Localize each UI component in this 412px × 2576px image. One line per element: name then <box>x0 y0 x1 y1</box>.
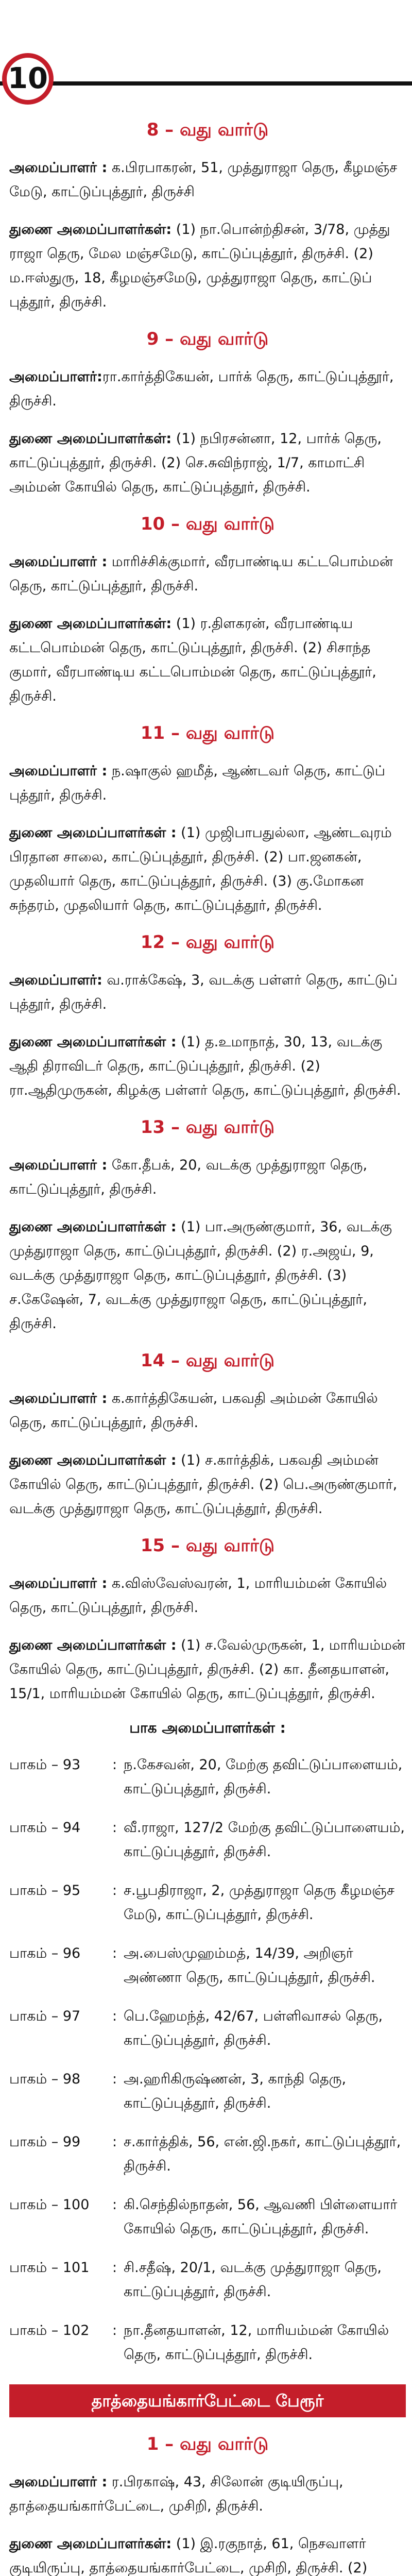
entry-label: துணை அமைப்பாளர்கள்: <box>9 2536 172 2552</box>
organizer-entry <box>9 1571 406 1620</box>
entry-text: (1) இ.ரகுநாத், 61, நெசவாளர் குடியிருப்பு, தாத்தையங்கார்பேட்டை, முசிறி, திருச்சி. (2) <box>9 2536 368 2576</box>
organizer-entry <box>9 1386 406 1435</box>
ward-block <box>9 1349 406 1521</box>
entry-text: (1) ர.திளகரன், வீரபாண்டிய கட்டபொம்மன் தெரு, காட்டுப்புத்தூர், திருச்சி. (2) சிசாந்த குமார், வீரபாண்டிய கட்டபொம்மன் தெரு, காட்டுப்புத்தூர், திருச்சி. <box>9 616 376 704</box>
ward-title: 8 – வது வார்டு <box>146 120 269 140</box>
entry-text: ர.பிரகாஷ், 43, சிலோன் குடியிருப்பு, தாத்தையங்கார்பேட்டை, முசிறி, திருச்சி. <box>9 2474 344 2514</box>
booth-number: பாகம் – 98 <box>9 2071 81 2087</box>
separator: : <box>112 2071 117 2087</box>
ward-title: 1 – வது வார்டு <box>146 2434 269 2454</box>
booth-organizer-text: அ.பைஸ்முஹம்மத், 14/39, அறிஞர் அண்ணா தெரு, காட்டுப்புத்தூர், திருச்சி. <box>124 1945 375 1986</box>
entry-label: துணை அமைப்பாளர்கள் : <box>9 825 177 841</box>
deputy-organizers-entry <box>9 427 406 499</box>
booth-number: பாகம் – 101 <box>9 2260 90 2276</box>
booth-number: பாகம் – 97 <box>9 2008 81 2024</box>
entry-label: துணை அமைப்பாளர்கள் : <box>9 1452 177 1468</box>
entry-text: (1) நபிரசன்னா, 12, பார்க் தெரு, காட்டுப்புத்தூர், திருச்சி. (2) செ.சுவிந்ராஜ், 1/7, காமாட்சி அம்மன் கோயில் தெரு, காட்டுப்புத்தூர், திருச்சி. <box>9 431 382 495</box>
ward-title: 11 – வது வார்டு <box>140 723 275 743</box>
entry-text: (1) நா.பொன்ற்திசன், 3/78, முத்து ராஜா தெரு, மேல மஞ்சமேடு, காட்டுப்புத்தூர், திருச்சி. (2) ம.ஈஸ்துரு, 18, கீழமஞ்சமேடு, முத்துராஜா தெரு, காட்டுப் புத்தூர், திருச்சி. <box>9 222 390 310</box>
ward-title: 10 – வது வார்டு <box>140 514 275 534</box>
separator: : <box>112 2323 117 2338</box>
separator: : <box>112 2197 117 2213</box>
entry-text: (1) ச.வேல்முருகன், 1, மாரியம்மன் கோயில் தெரு, காட்டுப்புத்தூர், திருச்சி. (2) கா. தீனதயாளன், 15/1, மாரியம்மன் கோயில் தெரு, காட்டுப்புத்தூர், திருச்சி. <box>9 1637 405 1702</box>
entry-text: ந.ஷாகுல் ஹமீத், ஆண்டவர் தெரு, காட்டுப் புத்தூர், திருச்சி. <box>9 763 385 803</box>
entry-text: (1) ச.கார்த்திக், பகவதி அம்மன் கோயில் தெரு, காட்டுப்புத்தூர், திருச்சி. (2) பெ.அருண்குமார், வடக்கு முத்துராஜா தெரு, காட்டுப்புத்தூர், திருச்சி. <box>9 1452 398 1517</box>
entry-text: க.பிரபாகரன், 51, முத்துராஜா தெரு, கீழமஞ்ச மேடு, காட்டுப்புத்தூர், திருச்சி <box>9 160 398 200</box>
entry-text: (1) முஜிபாபதுல்லா, ஆண்டவுரம் பிரதான சாலை, காட்டுப்புத்தூர், திருச்சி. (2) பா.ஜனகன், முதலியார் தெரு, காட்டுப்புத்தூர், திருச்சி. (3) கு.மோகன சுந்தரம், முதலியார் தெரு, காட்டுப்புத்தூர், திருச்சி. <box>9 825 392 913</box>
organizer-entry <box>9 365 406 413</box>
deputy-organizers-entry <box>9 821 406 918</box>
ward-title: 15 – வது வார்டு <box>140 1535 275 1556</box>
ward-block <box>9 1116 406 1336</box>
ward-title: 9 – வது வார்டு <box>146 329 269 349</box>
booth-organizer-text: அ.ஹரிகிருஷ்ணன், 3, காந்தி தெரு, காட்டுப்புத்தூர், திருச்சி. <box>124 2071 347 2111</box>
entry-label: அமைப்பாளர் : <box>9 763 108 779</box>
separator: : <box>112 1945 117 1961</box>
table-row <box>9 1753 406 1816</box>
organizer-entry <box>9 550 406 598</box>
table-row <box>9 2318 406 2381</box>
entry-label: அமைப்பாளர்: <box>9 972 102 988</box>
entry-label: துணை அமைப்பாளர்கள்: <box>9 616 172 632</box>
booth-organizer-text: வீ.ராஜா, 127/2 மேற்கு தவிட்டுப்பாளையம், காட்டுப்புத்தூர், திருச்சி. <box>124 1820 405 1860</box>
entry-label: அமைப்பாளர் : <box>9 160 108 176</box>
separator: : <box>112 1820 117 1836</box>
deputy-organizers-entry <box>9 1030 406 1103</box>
entry-text: க.விஸ்வேஸ்வரன், 1, மாரியம்மன் கோயில் தெரு, காட்டுப்புத்தூர், திருச்சி. <box>9 1575 387 1616</box>
page-number: 10 <box>8 62 48 95</box>
ward-block <box>9 2433 406 2576</box>
ward-block <box>9 1534 406 1706</box>
separator: : <box>112 1757 117 1773</box>
ward-title: 14 – வது வார்டு <box>140 1350 275 1371</box>
deputy-organizers-entry <box>9 1448 406 1521</box>
table-row <box>9 1941 406 2004</box>
header-rule <box>0 81 412 86</box>
booth-organizer-text: பெ.ஹேமந்த், 42/67, பள்ளிவாசல் தெரு, காட்டுப்புத்தூர், திருச்சி. <box>124 2008 383 2048</box>
ward-block <box>9 118 406 314</box>
booth-organizer-text: ச.பூபதிராஜா, 2, முத்துராஜா தெரு கீழமஞ்ச மேடு, காட்டுப்புத்தூர், திருச்சி. <box>124 1883 394 1923</box>
article-body <box>9 118 406 2576</box>
deputy-organizers-entry <box>9 612 406 708</box>
booth-organizer-text: ச.கார்த்திக், 56, என்.ஜி.நகர், காட்டுப்புத்தூர், திருச்சி. <box>124 2134 401 2174</box>
organizer-entry <box>9 1153 406 1201</box>
table-row <box>9 2130 406 2193</box>
entry-text: வ.ராக்கேஷ், 3, வடக்கு பள்ளர் தெரு, காட்டுப் புத்தூர், திருச்சி. <box>9 972 398 1012</box>
entry-text: (1) த.உமாநாத், 30, 13, வடக்கு ஆதி திராவிடர் தெரு, காட்டுப்புத்தூர், திருச்சி. (2) ரா.ஆதிமுருகன், கிழக்கு பள்ளர் தெரு, காட்டுப்புத்தூர், திருச்சி. <box>9 1034 401 1098</box>
ward-title: 13 – வது வார்டு <box>140 1117 275 1138</box>
table-row <box>9 2004 406 2067</box>
entry-label: அமைப்பாளர் : <box>9 554 108 570</box>
organizer-entry <box>9 156 406 204</box>
entry-text: கோ.தீபக், 20, வடக்கு முத்துராஜா தெரு, காட்டுப்புத்தூர், திருச்சி. <box>9 1157 368 1197</box>
organizer-entry <box>9 759 406 807</box>
entry-label: அமைப்பாளர்: <box>9 369 102 385</box>
deputy-organizers-entry <box>9 1633 406 1706</box>
table-row <box>9 1878 406 1941</box>
separator: : <box>112 2260 117 2276</box>
booth-organizer-text: சி.சதீஷ், 20/1, வடக்கு முத்துராஜா தெரு, காட்டுப்புத்தூர், திருச்சி. <box>124 2260 382 2300</box>
deputy-organizers-entry <box>9 1215 406 1336</box>
entry-text: (1) பா.அருண்குமார், 36, வடக்கு முத்துராஜா தெரு, காட்டுப்புத்தூர், திருச்சி. (2) ர.அஜய், 9, வடக்கு முத்துராஜா தெரு, காட்டுப்புத்தூர், திருச்சி. (3) ச.கேஷேன், 7, வடக்கு முத்துராஜா தெரு, காட்டுப்புத்தூர், திருச்சி. <box>9 1219 392 1332</box>
ward-block <box>9 931 406 1103</box>
table-row <box>9 1816 406 1878</box>
booth-organizer-text: கி.செந்தில்நாதன், 56, ஆவணி பிள்ளையார் கோயில் தெரு, காட்டுப்புத்தூர், திருச்சி. <box>124 2197 398 2237</box>
entry-label: அமைப்பாளர் : <box>9 1391 108 1406</box>
booth-number: பாகம் – 93 <box>9 1757 81 1773</box>
town-banner: தாத்தையங்கார்பேட்டை பேரூர் <box>9 2384 406 2417</box>
separator: : <box>112 2008 117 2024</box>
organizer-entry <box>9 968 406 1016</box>
organizer-entry <box>9 2470 406 2518</box>
ward-block <box>9 722 406 918</box>
booth-number: பாகம் – 102 <box>9 2323 90 2338</box>
entry-label: துணை அமைப்பாளர்கள் : <box>9 1034 177 1050</box>
entry-label: துணை அமைப்பாளர்கள்: <box>9 431 172 447</box>
entry-label: துணை அமைப்பாளர்கள் : <box>9 1637 177 1653</box>
separator: : <box>112 1883 117 1899</box>
entry-text: மாரிச்சிக்குமார், வீரபாண்டிய கட்டபொம்மன் தெரு, காட்டுப்புத்தூர், திருச்சி. <box>9 554 393 594</box>
booth-number: பாகம் – 99 <box>9 2134 81 2150</box>
booth-number: பாகம் – 94 <box>9 1820 81 1836</box>
entry-label: அமைப்பாளர் : <box>9 1575 108 1591</box>
ward-title: 12 – வது வார்டு <box>140 932 275 953</box>
ward-block <box>9 328 406 499</box>
booth-organizer-text: நா.தீனதயாளன், 12, மாரியம்மன் கோயில் தெரு, காட்டுப்புத்தூர், திருச்சி. <box>124 2323 389 2363</box>
entry-text: க.கார்த்திகேயன், பகவதி அம்மன் கோயில் தெரு, காட்டுப்புத்தூர், திருச்சி. <box>9 1391 378 1431</box>
entry-label: துணை அமைப்பாளர்கள் : <box>9 1219 177 1235</box>
booth-number: பாகம் – 96 <box>9 1945 81 1961</box>
booth-number: பாகம் – 100 <box>9 2197 90 2213</box>
deputy-organizers-entry <box>9 2532 406 2576</box>
entry-label: அமைப்பாளர் : <box>9 1157 108 1173</box>
entry-label: அமைப்பாளர் : <box>9 2474 108 2490</box>
ward-block <box>9 513 406 708</box>
table-row <box>9 2067 406 2130</box>
table-row <box>9 2193 406 2256</box>
page-number-badge <box>2 53 54 105</box>
entry-text: ரா.கார்த்திகேயன், பார்க் தெரு, காட்டுப்புத்தூர், திருச்சி. <box>9 369 394 409</box>
entry-label: துணை அமைப்பாளர்கள்: <box>9 222 172 238</box>
booth-number: பாகம் – 95 <box>9 1883 81 1899</box>
booth-section-heading: பாக அமைப்பாளர்கள் : <box>129 1719 286 1736</box>
table-row <box>9 2256 406 2318</box>
deputy-organizers-entry <box>9 217 406 314</box>
booth-organizers-table <box>9 1753 406 2381</box>
separator: : <box>112 2134 117 2150</box>
booth-organizer-text: ந.கேசவன், 20, மேற்கு தவிட்டுப்பாளையம், காட்டுப்புத்தூர், திருச்சி. <box>124 1757 403 1797</box>
